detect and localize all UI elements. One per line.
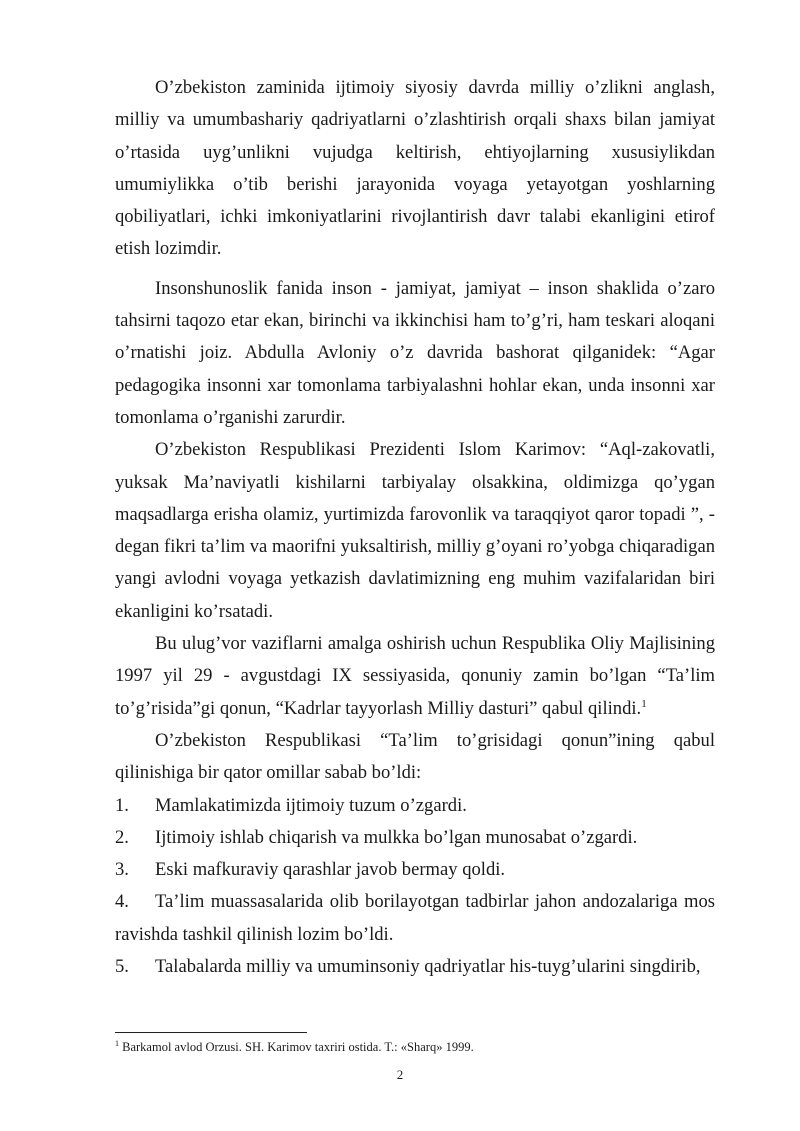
list-item (115, 822, 715, 854)
list-item-number: 2. (115, 826, 129, 848)
paragraph-4-text: Bu ulug’vor vaziflarni amalga oshirish uchun Respublika Oliy Majlisining 1997 yil 29 - avgustdagi IX sessiyasida, qonuniy zamin bo’lgan “Ta’lim to’g’risida”gi qonun, “Kadrlar tayyorlash Milliy dasturi” qabul qilindi. (115, 633, 715, 719)
list-item-number: 3. (115, 859, 129, 881)
paragraph-4 (115, 628, 715, 725)
list-item-number: 1. (115, 794, 129, 816)
footnote-text: Barkamol avlod Orzusi. SH. Karimov taxriri ostida. T.: «Sharq» 1999. (122, 1040, 474, 1054)
list-item-number: 4. (115, 891, 129, 913)
list-item-text: Eski mafkuraviy qarashlar javob bermay qoldi. (155, 859, 506, 881)
list-item (115, 886, 715, 951)
list-item-text: Ta’lim muassasalarida olib borilayotgan tadbirlar jahon andozalariga mos ravishda tashkil qilinish lozim bo’ldi. (115, 891, 715, 945)
page-number: 2 (396, 1067, 404, 1082)
list-item (115, 951, 715, 983)
list-item-text: Ijtimoiy ishlab chiqarish va mulkka bo’lgan munosabat o’zgardi. (155, 826, 638, 848)
list-item-text: Talabalarda milliy va umuminsoniy qadriyatlar his-tuyg’ularini singdirib, (155, 956, 701, 978)
footnote-divider (115, 1032, 307, 1033)
list-item (115, 790, 715, 822)
paragraph-2: Insonshunoslik fanida inson - jamiyat, jamiyat – inson shaklida o’zaro tahsirni taqozo etar ekan, birinchi va ikkinchisi ham to’g’ri, ham teskari aloqani o’rnatishi joiz. Abdulla Avloniy o’z davrida bashorat qilganidek: “Agar pedagogika insonni xar tomonlama tarbiyalashni hohlar ekan, unda insonni xar tomonlama o’rganishi zarurdir. (115, 277, 715, 428)
footnote-marker: 1 (115, 1038, 119, 1048)
list-item-number: 5. (115, 956, 129, 978)
paragraph-1: O’zbekiston zaminida ijtimoiy siyosiy davrda milliy o’zlikni anglash, milliy va umumbashariy qadriyatlarni o’zlashtirish orqali shaxs bilan jamiyat o’rtasida uyg’unlikni vujudga keltirish, ehtiyojlarning xususiylikdan umumiylikka o’tib berishi jarayonida voyaga yetayotgan yoshlarning qobiliyatlari, ichki imkoniyatlarini rivojlantirish davr talabi ekanligini etirof etish lozimdir. (115, 77, 715, 260)
list-item (115, 854, 715, 886)
paragraph-5: O’zbekiston Respublikasi “Ta’lim to’grisidagi qonun”ining qabul qilinishiga bir qator omillar sabab bo’ldi: (115, 729, 715, 784)
paragraph-3: O’zbekiston Respublikasi Prezidenti Islom Karimov: “Aql-zakovatli, yuksak Ma’naviyatli kishilarni tarbiyalay olsakkina, oldimizga qo’ygan maqsadlarga erisha olamiz, yurtimizda farovonlik va taraqqiyot qaror topadi ”, - degan fikri ta’lim va maorifni yuksaltirish, milliy g’oyani ro’yobga chiqaradigan yangi avlodni voyaga yetkazish davlatimizning eng muhim vazifalaridan biri ekanligini ko’rsatadi. (115, 439, 716, 622)
footnote (115, 1039, 715, 1055)
list-item-text: Mamlakatimizda ijtimoiy tuzum o’zgardi. (155, 794, 467, 816)
body-text (115, 72, 715, 983)
footnote-reference: 1 (641, 697, 647, 710)
